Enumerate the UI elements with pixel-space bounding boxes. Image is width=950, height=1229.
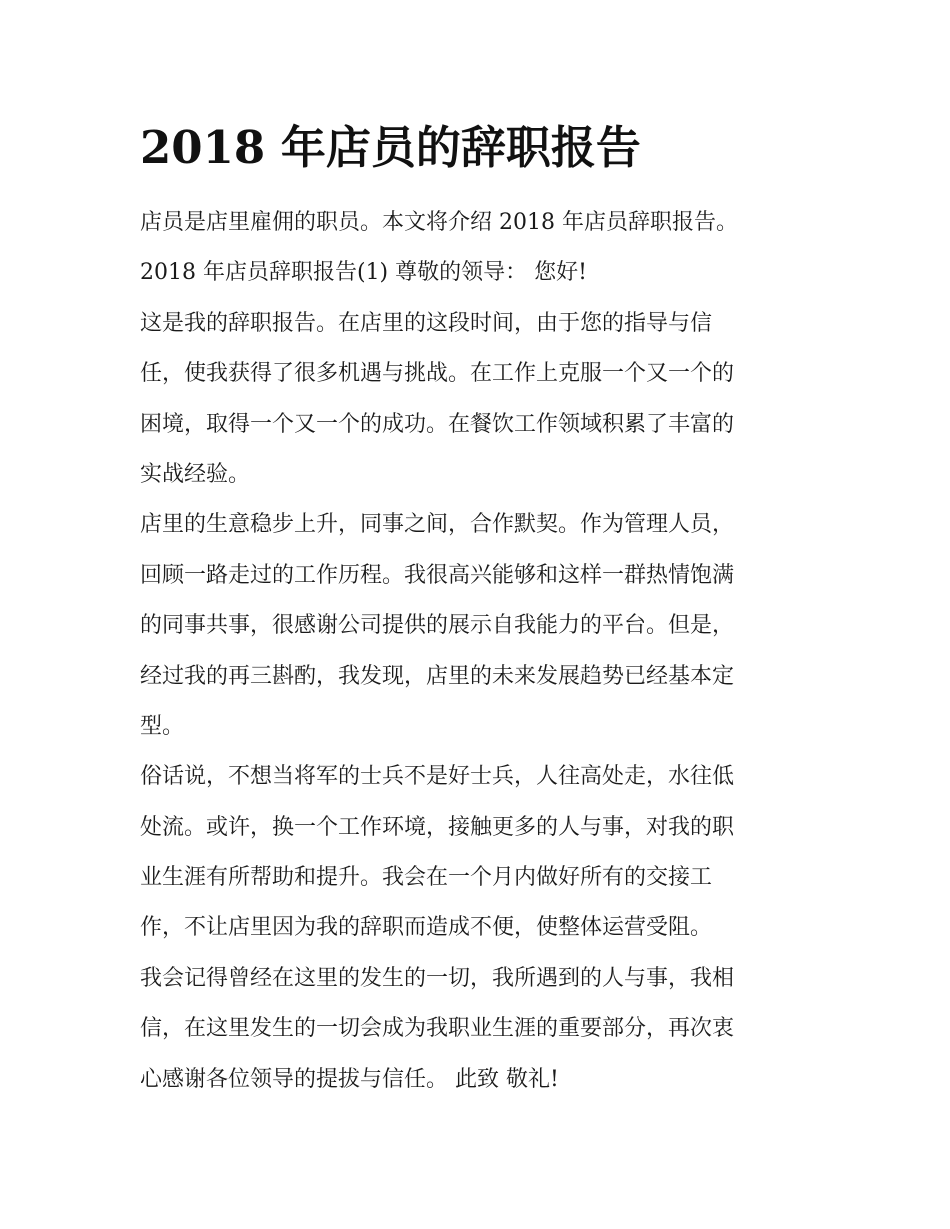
paragraph-line: 型。 [140, 713, 185, 739]
paragraph-line: 业生涯有所帮助和提升。我会在一个月内做好所有的交接工 [140, 865, 713, 891]
paragraph-line: 的同事共事，很感谢公司提供的展示自我能力的平台。但是， [140, 613, 735, 639]
paragraph-line: 处流。或许，换一个工作环境，接触更多的人与事，对我的职 [140, 814, 735, 840]
paragraph-line: 回顾一路走过的工作历程。我很高兴能够和这样一群热情饱满 [140, 562, 735, 588]
paragraph-line: 这是我的辞职报告。在店里的这段时间，由于您的指导与信 [140, 310, 713, 336]
paragraph-line: 店员是店里雇佣的职员。本文将介绍 2018 年店员辞职报告。 [140, 210, 738, 235]
paragraph-line: 困境，取得一个又一个的成功。在餐饮工作领域积累了丰富的 [140, 411, 735, 437]
paragraph-line: 2018 年店员辞职报告(1) 尊敬的领导： 您好! [140, 260, 587, 286]
paragraph-line: 店里的生意稳步上升，同事之间，合作默契。作为管理人员， [140, 512, 735, 538]
paragraph-line: 我会记得曾经在这里的发生的一切，我所遇到的人与事，我相 [140, 965, 735, 991]
paragraph-line: 作，不让店里因为我的辞职而造成不便，使整体运营受阻。 [140, 915, 713, 941]
paragraph-salutation [140, 248, 820, 298]
paragraph-line: 信，在这里发生的一切会成为我职业生涯的重要部分，再次衷 [140, 1016, 735, 1042]
paragraph-body-3 [140, 752, 820, 954]
paragraph-body-2 [140, 500, 820, 752]
paragraph-line: 任，使我获得了很多机遇与挑战。在工作上克服一个又一个的 [140, 361, 735, 387]
paragraph-line: 实战经验。 [140, 461, 251, 487]
paragraph-line: 俗话说，不想当将军的士兵不是好士兵，人往高处走，水往低 [140, 764, 735, 790]
paragraph-closing [140, 954, 820, 1105]
document-body [140, 198, 820, 1105]
paragraph-intro [140, 198, 820, 248]
paragraph-line: 心感谢各位领导的提拔与信任。 此致 敬礼! [140, 1066, 559, 1092]
paragraph-body-1 [140, 299, 820, 501]
document-title: 2018 年店员的辞职报告 [140, 121, 641, 174]
paragraph-line: 经过我的再三斟酌，我发现，店里的未来发展趋势已经基本定 [140, 663, 735, 689]
